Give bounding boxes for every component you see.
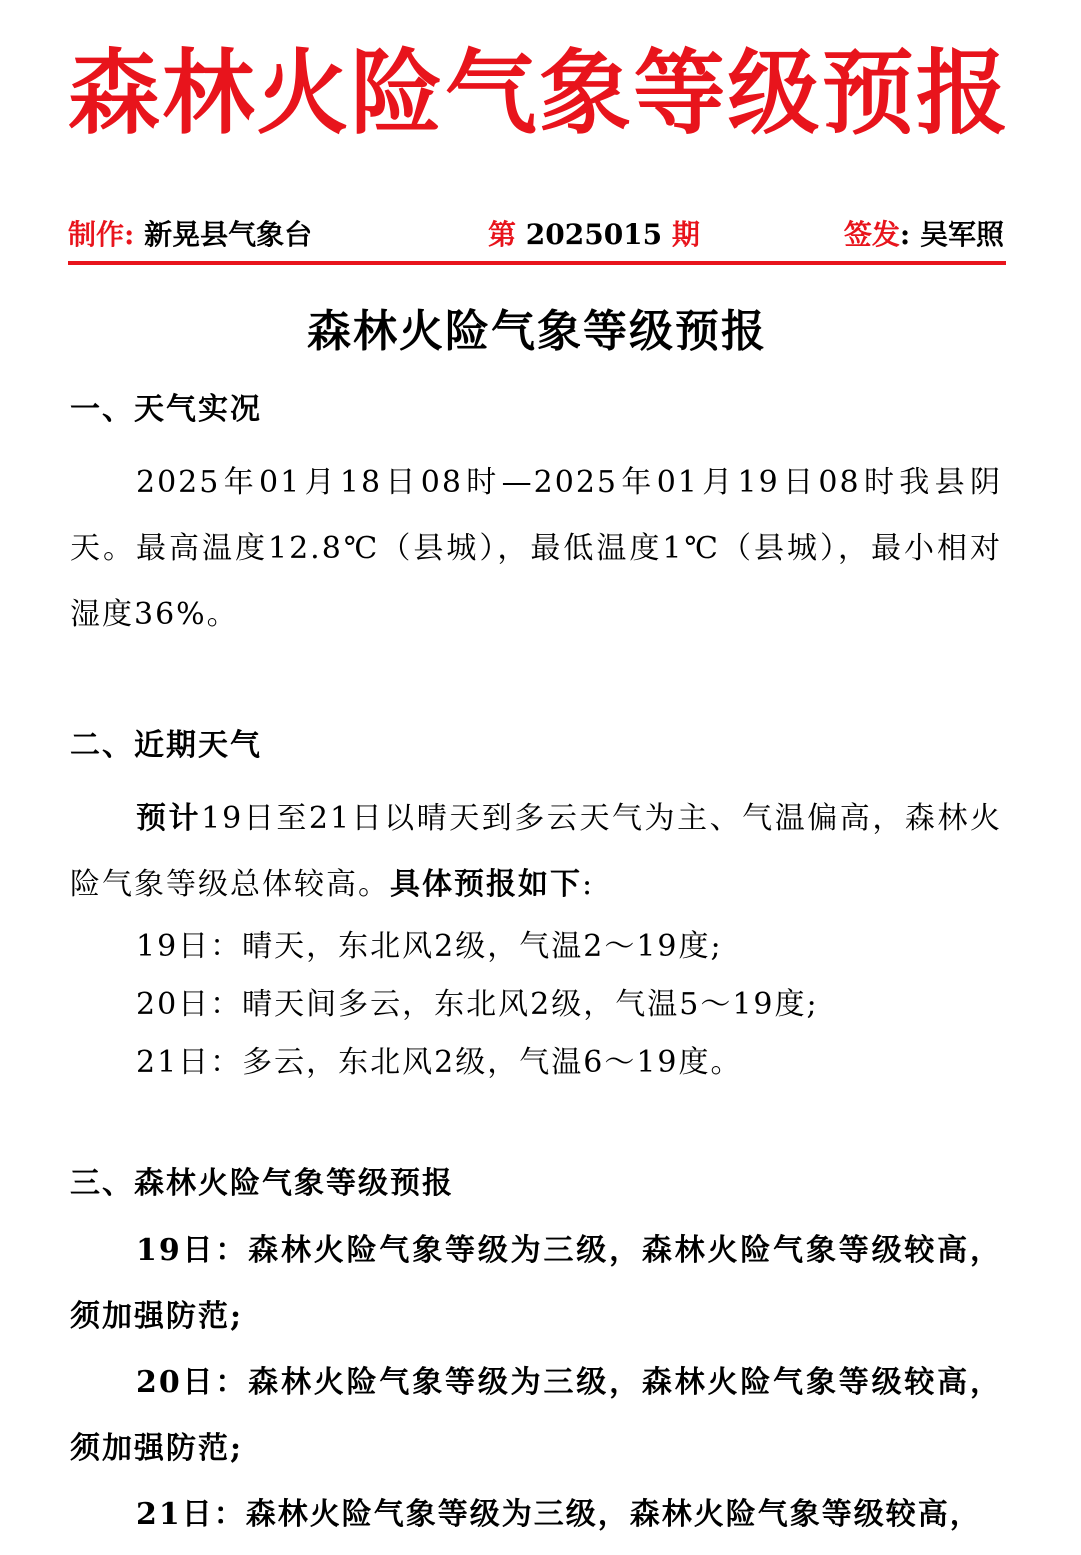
masthead-char: 报 (915, 39, 1008, 147)
issue-number-info (488, 210, 700, 260)
section-recent-weather (70, 728, 1002, 1092)
intro-end: : (582, 867, 595, 902)
signer-info (844, 210, 1004, 260)
producer-label: 制作 (68, 218, 125, 251)
forecast-day-item: 19日：晴天，东北风2级，气温2～19度; (136, 929, 723, 964)
intro-text: 19日至21日以晴天到多云天气为主、气温偏高，森林火险气象等级总体较高。 (70, 801, 1002, 902)
issue-prefix: 第 (488, 218, 517, 251)
producer-value: 新晃县气象台 (144, 218, 313, 251)
forecast-day-item: 20日：晴天间多云，东北风2级，气温5～19度; (136, 987, 819, 1022)
issue-number: 2025015 (525, 218, 663, 251)
section-heading: 一、天气实况 (70, 392, 262, 427)
section-heading: 三、森林火险气象等级预报 (70, 1166, 454, 1201)
masthead-char: 级 (727, 39, 820, 147)
document-title: 森林火险气象等级预报 (307, 306, 767, 357)
observed-paragraph: 2025年01月18日08时—2025年01月19日08时我县阴天。最高温度12.8℃（县城），最低温度1℃（县城），最小相对湿度36%。 (70, 465, 1002, 632)
section-weather-observed (70, 392, 1002, 648)
masthead-char: 象 (539, 39, 632, 147)
masthead-char: 林 (162, 39, 255, 147)
masthead-char: 险 (350, 39, 443, 147)
masthead-char: 森 (68, 39, 161, 147)
masthead-title (68, 28, 1008, 158)
red-divider (68, 261, 1006, 265)
masthead-char: 预 (821, 39, 914, 147)
fire-danger-day-item: 20日：森林火险气象等级为三级，森林火险气象等级较高，须加强防范; (70, 1365, 1002, 1466)
masthead-char: 等 (633, 39, 726, 147)
intro-bold-details: 具体预报如下 (390, 867, 582, 902)
forecast-day-item: 21日：多云，东北风2级，气温6～19度。 (136, 1045, 743, 1080)
section-heading: 二、近期天气 (70, 728, 262, 763)
intro-bold-expected: 预计 (136, 801, 202, 836)
signer-label: 签发 (843, 218, 900, 251)
fire-danger-day-item: 21日：森林火险气象等级为三级，森林火险气象等级较高， (136, 1497, 982, 1532)
issue-suffix: 期 (671, 218, 700, 251)
fire-danger-day-item: 19日：森林火险气象等级为三级，森林火险气象等级较高，须加强防范; (70, 1233, 1002, 1334)
forecast-intro-paragraph (70, 786, 1002, 918)
issue-meta-row (68, 210, 1004, 260)
signer-colon: : (899, 218, 911, 251)
masthead-char: 火 (256, 39, 349, 147)
masthead-char: 气 (444, 39, 537, 147)
producer-info (68, 210, 312, 260)
signer-value: 吴军照 (919, 218, 1004, 251)
producer-colon: : (124, 218, 135, 251)
section-fire-danger-forecast (70, 1166, 1002, 1548)
